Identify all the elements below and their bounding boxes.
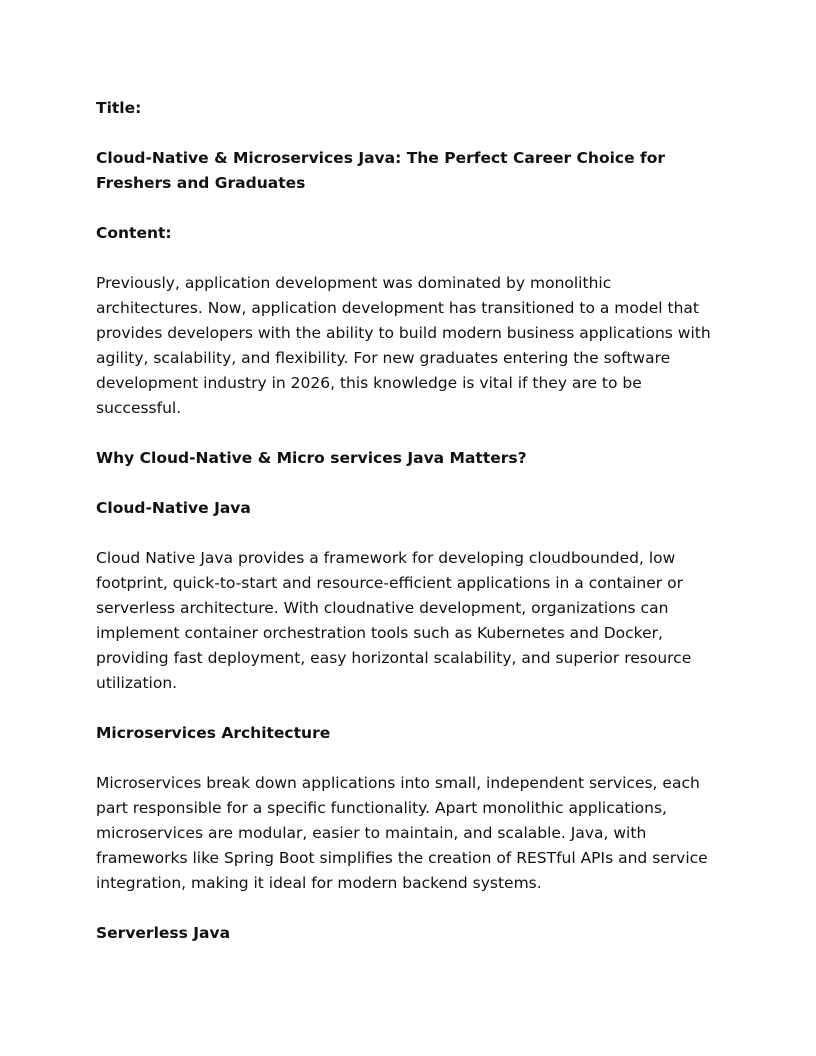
cloud-native-paragraph: Cloud Native Java provides a framework for developing cloudbounded, low footprint, quick-to-start and resource-efficient applications in a container or serverless architecture. With cloudnative development, organizations can implement container orchestration tools such as Kubernetes and Docker, providing fast deployment, easy horizontal scalability, and superior resource utilization. [96,549,692,692]
serverless-heading: Serverless Java [96,924,231,942]
title-label: Title: [96,99,142,117]
intro-paragraph: Previously, application development was dominated by monolithic architectures. Now, application development has transitioned to a model that provides developers with the ability to build modern business applications with agility, scalability, and flexibility. For new graduates entering the software development industry in 2026, this knowledge is vital if they are to be successful. [96,274,711,417]
cloud-native-heading: Cloud-Native Java [96,499,251,517]
microservices-heading: Microservices Architecture [96,724,331,742]
content-label: Content: [96,224,172,242]
why-heading: Why Cloud-Native & Micro services Java Matters? [96,449,527,467]
document-title: Cloud-Native & Microservices Java: The Perfect Career Choice for Freshers and Graduates [96,149,666,192]
microservices-paragraph: Microservices break down applications into small, independent services, each part responsible for a specific functionality. Apart monolithic applications, microservices are modular, easier to maintain, and scalable. Java, with frameworks like Spring Boot simplifies the creation of RESTful APIs and service integration, making it ideal for modern backend systems. [96,774,708,892]
